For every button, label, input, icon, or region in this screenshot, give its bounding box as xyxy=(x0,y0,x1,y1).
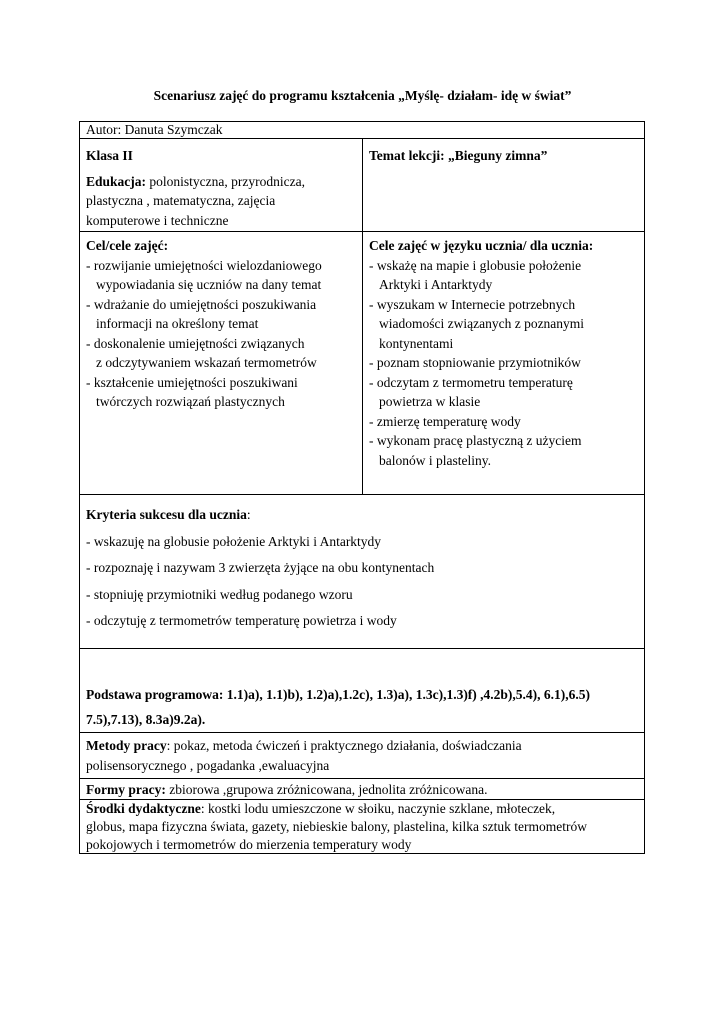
criteria-colon: : xyxy=(246,507,251,522)
student-goal-line: kontynentami xyxy=(379,335,454,351)
goal-line: wypowiadania się uczniów na dany temat xyxy=(96,277,322,292)
class-topic-row xyxy=(80,139,644,232)
goals-cell xyxy=(80,232,363,494)
curriculum-cell xyxy=(80,649,644,732)
student-goal-line: wiadomości związanych z poznanymi xyxy=(379,316,585,331)
criteria-header-line xyxy=(86,502,638,529)
student-goal-line: - wskażę na mapie i globusie położenie xyxy=(369,257,582,273)
student-goal-line: Arktyki i Antarktydy xyxy=(379,277,493,292)
student-goal-line: balonów i plasteliny. xyxy=(379,452,491,468)
forms-row xyxy=(80,779,644,800)
methods-line-1 xyxy=(86,736,638,756)
goal-line: twórczych rozwiązań plastycznych xyxy=(96,394,285,409)
goal-line: - wdrażanie do umiejętności poszukiwania xyxy=(86,296,317,312)
materials-cell xyxy=(80,800,644,855)
author-cell xyxy=(80,122,644,138)
goal-line: z odczytywaniem wskazań termometrów xyxy=(96,355,317,370)
student-goals-header: Cele zajęć w języku ucznia/ dla ucznia: xyxy=(369,238,594,253)
criteria-item: - odczytuję z termometrów temperaturę powietrza i wody xyxy=(86,613,397,628)
curriculum-line-2: 7.5),7.13), 8.3a)9.2a). xyxy=(86,712,206,727)
student-goal-line: - poznam stopniowanie przymiotników xyxy=(369,355,581,370)
education-line-1 xyxy=(86,172,356,192)
criteria-cell xyxy=(80,495,644,648)
forms-text: zbiorowa ,grupowa zróżnicowana, jednolita zróżnicowana. xyxy=(165,782,488,797)
student-goal-line: - wykonam pracę plastyczną z użyciem xyxy=(369,433,582,448)
materials-text-1: : kostki lodu umieszczone w słoiku, naczynie szklane, młoteczek, xyxy=(200,801,556,816)
forms-line xyxy=(86,780,638,800)
lesson-topic: Temat lekcji: „Bieguny zimna” xyxy=(369,148,548,163)
author-row xyxy=(80,122,644,139)
criteria-item: - rozpoznaję i nazywam 3 zwierzęta żyjące na obu kontynentach xyxy=(86,560,435,575)
criteria-item: - stopniuję przymiotniki według podanego wzoru xyxy=(86,586,353,602)
student-goals-cell xyxy=(363,232,644,494)
methods-text-1: : pokaz, metoda ćwiczeń i praktycznego działania, doświadczania xyxy=(166,738,522,753)
goals-header: Cel/cele zajęć: xyxy=(86,238,169,253)
author-text: Autor: Danuta Szymczak xyxy=(86,122,223,137)
criteria-item: - wskazuję na globusie położenie Arktyki i Antarktydy xyxy=(86,533,382,549)
document-title: Scenariusz zajęć do programu kształcenia „Myślę- działam- idę w świat” xyxy=(153,88,572,103)
forms-cell xyxy=(80,779,644,799)
student-goal-line: - odczytam z termometru temperaturę xyxy=(369,374,573,390)
goal-line: - doskonalenie umiejętności związanych xyxy=(86,335,305,351)
criteria-row xyxy=(80,495,644,649)
materials-row xyxy=(80,800,644,855)
methods-row xyxy=(80,733,644,779)
lesson-table xyxy=(79,121,645,854)
education-label: Edukacja: xyxy=(86,173,147,189)
student-goal-line: - zmierzę temperaturę wody xyxy=(369,413,521,429)
class-label: Klasa II xyxy=(86,148,133,163)
criteria-header: Kryteria sukcesu dla ucznia xyxy=(86,507,247,522)
materials-line-3: pokojowych i termometrów do mierzenia temperatury wody xyxy=(86,837,412,852)
education-line-3: komputerowe i techniczne xyxy=(86,212,229,228)
curriculum-line-1: Podstawa programowa: 1.1)a), 1.1)b), 1.2)a),1.2c), 1.3)a), 1.3c),1.3)f) ,4.2b),5.4), 6.1),6.5) xyxy=(86,687,591,702)
goal-line: - rozwijanie umiejętności wielozdaniowego xyxy=(86,257,322,273)
education-text-1: polonistyczna, przyrodnicza, xyxy=(146,173,305,189)
topic-cell xyxy=(363,139,644,231)
goal-line: - kształcenie umiejętności poszukiwani xyxy=(86,374,298,390)
methods-label: Metody pracy xyxy=(86,738,167,753)
class-cell xyxy=(80,139,363,231)
forms-label: Formy pracy: xyxy=(86,782,166,797)
education-line-2: plastyczna , matematyczna, zajęcia xyxy=(86,193,276,208)
curriculum-row xyxy=(80,649,644,733)
methods-line-2: polisensorycznego , pogadanka ,ewaluacyjna xyxy=(86,757,330,773)
student-goal-line: powietrza w klasie xyxy=(379,394,481,409)
materials-line-1 xyxy=(86,800,638,818)
materials-line-2: globus, mapa fizyczna świata, gazety, niebieskie balony, plastelina, kilka sztuk termometrów xyxy=(86,819,587,834)
materials-label: Środki dydaktyczne xyxy=(86,801,201,816)
goals-row xyxy=(80,232,644,495)
goal-line: informacji na określony temat xyxy=(96,316,259,331)
student-goal-line: - wyszukam w Internecie potrzebnych xyxy=(369,296,576,312)
methods-cell xyxy=(80,733,644,778)
